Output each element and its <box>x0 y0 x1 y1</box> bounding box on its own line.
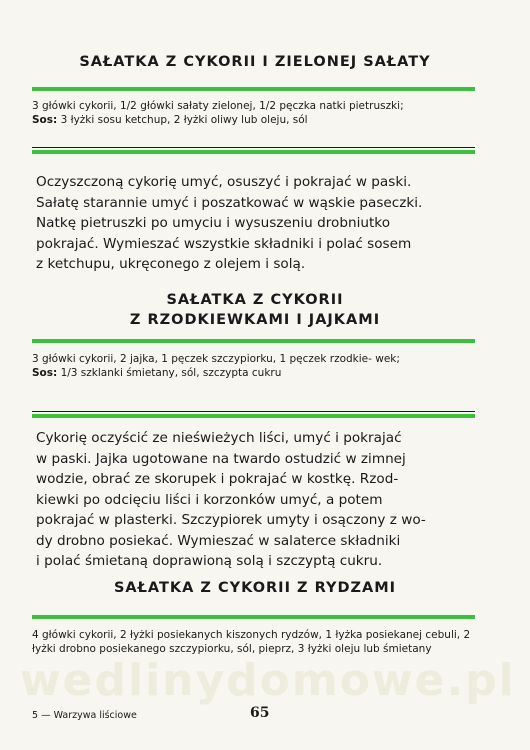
recipe-2-title <box>30 290 480 330</box>
footer-chapter: 5 — Warzywa liściowe <box>32 710 137 721</box>
recipe-2-sauce-label: Sos: <box>32 367 58 379</box>
instruction-line: kiewki po odcięciu liści i korzonków umyć, a potem <box>36 491 383 508</box>
instruction-line: dy drobno posiekać. Wymieszać w salaterce składniki <box>36 532 401 549</box>
recipe-2-title-line-1: SAŁATKA Z CYKORII <box>166 292 344 308</box>
recipe-2-title-line-2: Z RZODKIEWKAMI I JAJKAMI <box>129 312 381 328</box>
instruction-line: pokrajać. Wymieszać wszystkie składniki i polać sosem <box>36 235 412 252</box>
instruction-line: w paski. Jajka ugotowane na twardo ostudzić w zimnej <box>36 450 406 467</box>
recipe-2-bottom-rule <box>32 414 475 418</box>
recipe-1-sauce-label: Sos: <box>32 114 58 126</box>
recipe-2-ingredients-block <box>32 352 477 380</box>
instruction-line: Cykorię oczyścić ze nieświeżych liści, umyć i pokrajać <box>36 430 402 446</box>
recipe-1-ingredients-block <box>32 99 477 127</box>
instruction-line: Natkę pietruszki po umyciu i wysuszeniu drobniutko <box>36 215 391 231</box>
recipe-1-thin-rule <box>32 147 475 148</box>
recipe-1-sauce: 3 łyżki sosu ketchup, 2 łyżki oliwy lub oleju, sól <box>57 114 308 126</box>
recipe-1-title: SAŁATKA Z CYKORII I ZIELONEJ SAŁATY <box>79 54 431 70</box>
recipe-3-ingredients: 4 główki cykorii, 2 łyżki posiekanych kiszonych rydzów, 1 łyżka posiekanej cebuli, 2 łyżki drobno posiekanego szczypiorku, sól, pieprz, 3 łyżki oleju lub śmietany <box>32 629 471 655</box>
instruction-line: Sałatę starannie umyć i poszatkować w wąskie paseczki. <box>36 194 423 211</box>
recipe-1-top-rule <box>32 87 475 91</box>
recipe-2-sauce: 1/3 szklanki śmietany, sól, szczypta cukru <box>57 367 282 379</box>
instruction-line: wodzie, obrać ze skorupek i pokrajać w kostkę. Rzod- <box>36 471 399 487</box>
recipe-1-bottom-rule <box>32 150 475 154</box>
recipe-1-instructions <box>36 172 474 275</box>
watermark: wedlinydomowe.pl <box>20 655 516 706</box>
recipe-2-thin-rule <box>32 411 475 412</box>
recipe-3-top-rule <box>32 615 475 619</box>
instruction-line: Oczyszczoną cykorię umyć, osuszyć i pokrajać w paski. <box>36 174 412 190</box>
instruction-line: i polać śmietaną doprawioną solą i szczyptą cukru. <box>36 553 383 569</box>
recipe-1-ingredients: 3 główki cykorii, 1/2 główki sałaty zielonej, 1/2 pęczka natki pietruszki; <box>32 100 404 112</box>
recipe-2-ingredients: 3 główki cykorii, 2 jajka, 1 pęczek szczypiorku, 1 pęczek rzodkie- wek; <box>32 353 400 365</box>
instruction-line: pokrajać w plasterki. Szczypiorek umyty i osączony z wo- <box>36 512 426 528</box>
recipe-2-top-rule <box>32 339 475 343</box>
instruction-line: z ketchupu, ukręconego z olejem i solą. <box>36 256 306 272</box>
recipe-3-title: SAŁATKA Z CYKORII Z RYDZAMI <box>113 580 397 596</box>
recipe-2-instructions <box>36 428 474 572</box>
page-number: 65 <box>250 705 270 721</box>
